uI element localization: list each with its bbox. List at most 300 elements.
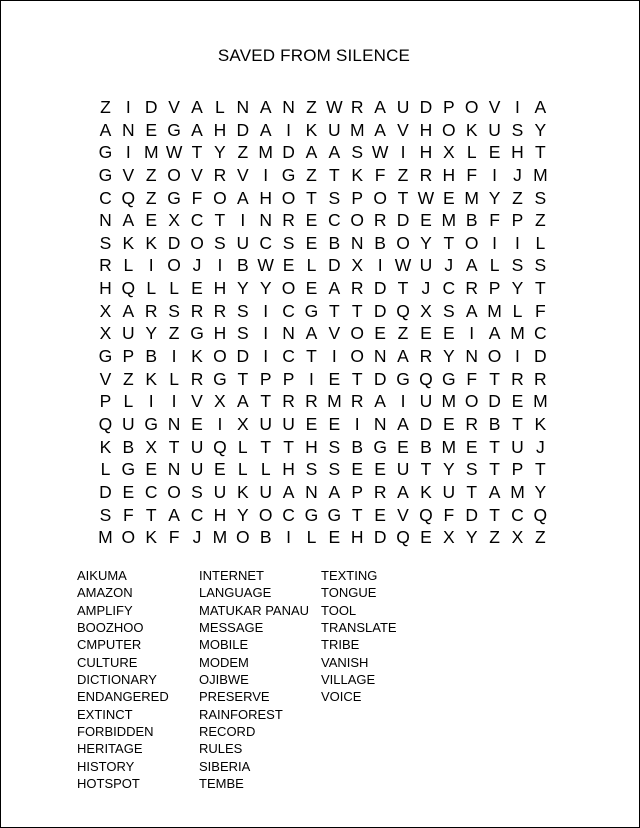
grid-letter: S [282,232,295,253]
grid-letter: L [535,232,546,253]
grid-letter: R [282,210,295,231]
grid-letter: Y [236,504,249,525]
grid-letter: Q [213,436,227,457]
grid-letter: A [488,323,501,344]
grid-letter: A [191,119,203,140]
grid-letter: A [191,97,203,117]
word-list-item: BOOZHOO [77,620,144,636]
grid-letter: H [419,119,433,140]
grid-letter: E [305,210,318,231]
grid-letter: T [443,232,455,253]
grid-letter: M [98,527,113,548]
grid-letter: M [258,142,273,163]
grid-letter: F [466,368,478,389]
grid-letter: T [351,300,363,321]
grid-letter: L [123,391,134,412]
grid-letter: C [282,346,295,367]
grid-letter: L [306,527,317,548]
grid-letter: U [282,413,295,434]
grid-letter: U [190,436,204,457]
grid-letter: Z [100,97,111,117]
grid-letter: E [214,459,226,480]
grid-letter: O [167,255,181,276]
grid-letter: D [99,481,112,502]
grid-letter: N [167,459,181,480]
grid-letter: Q [396,300,410,321]
grid-letter: M [487,300,502,321]
grid-letter: M [464,187,479,208]
grid-letter: V [168,97,180,117]
word-list-item: PRESERVE [199,689,270,705]
grid-letter: I [400,391,406,412]
grid-letter: A [397,413,409,434]
grid-letter: C [282,300,295,321]
grid-letter: N [167,413,181,434]
grid-letter: F [168,527,180,548]
grid-letter: A [465,300,478,321]
grid-letter: N [305,481,318,502]
grid-letter: S [534,255,547,276]
grid-letter: P [282,368,295,389]
grid-letter: E [511,391,524,412]
grid-letter: H [213,119,227,140]
grid-letter: R [99,255,112,276]
grid-letter: I [492,164,498,185]
grid-letter: E [328,413,341,434]
grid-letter: L [123,255,134,276]
grid-letter: G [281,164,296,185]
grid-letter: I [263,164,269,185]
grid-letter: D [144,97,158,117]
grid-letter: H [305,436,318,457]
grid-letter: V [99,368,112,389]
grid-letter: Z [306,164,317,185]
grid-letter: C [511,504,524,525]
grid-letter: I [171,346,177,367]
grid-letter: G [167,187,181,208]
word-list-item: TRIBE [321,637,360,653]
grid-letter: K [236,481,249,502]
grid-letter: T [489,436,500,457]
grid-letter: T [512,413,523,434]
grid-letter: X [214,391,226,412]
grid-letter: T [351,368,363,389]
grid-letter: J [535,436,545,457]
grid-letter: A [374,391,386,412]
grid-letter: X [99,300,112,321]
grid-letter: I [515,346,520,367]
grid-letter: O [213,187,227,208]
word-list-item: TOOL [321,602,357,618]
grid-letter: R [373,210,387,231]
word-list-item: HOTSPOT [77,776,140,792]
grid-letter: G [167,119,181,140]
grid-letter: M [441,210,457,231]
grid-letter: F [374,164,386,185]
grid-letter: C [259,232,272,253]
grid-letter: S [236,323,249,344]
grid-letter: E [442,323,455,344]
grid-letter: D [534,346,547,367]
grid-letter: J [421,278,431,299]
grid-letter: W [394,255,412,276]
grid-letter: I [309,368,314,389]
grid-letter: D [236,346,250,367]
word-list-item: HISTORY [77,758,135,774]
grid-letter: U [122,323,135,344]
grid-letter: O [350,323,365,344]
grid-letter: S [191,481,203,502]
grid-letter: D [167,232,181,253]
grid-letter: H [99,278,112,299]
grid-letter: T [260,436,272,457]
grid-letter: E [305,413,318,434]
grid-letter: O [487,346,502,367]
grid-letter: P [511,459,524,480]
grid-letter: R [465,413,479,434]
grid-letter: L [489,255,500,276]
grid-letter: O [350,210,365,231]
grid-letter: E [351,459,364,480]
word-list-item: RULES [199,741,243,757]
grid-letter: M [533,391,548,412]
grid-letter: B [145,346,158,367]
grid-letter: J [444,255,454,276]
grid-letter: E [420,210,432,231]
grid-letter: Y [534,481,547,502]
grid-letter: N [282,323,295,344]
letter-grid [94,96,552,549]
grid-letter: C [328,210,341,231]
grid-letter: E [145,459,158,480]
grid-letter: F [122,504,134,525]
grid-letter: B [328,232,341,253]
grid-letter: K [122,232,135,253]
grid-letter: T [168,436,180,457]
grid-letter: G [190,323,204,344]
grid-letter: I [217,255,223,276]
grid-letter: T [466,481,478,502]
grid-letter: Y [236,278,249,299]
grid-letter: E [397,436,409,457]
grid-letter: R [144,300,158,321]
grid-letter: T [237,368,249,389]
grid-letter: E [374,459,386,480]
grid-letter: N [236,97,250,117]
grid-letter: I [240,210,246,231]
grid-letter: O [281,278,296,299]
grid-letter: R [213,164,227,185]
grid-letter: C [99,187,112,208]
grid-letter: P [488,278,501,299]
grid-letter: L [512,300,523,321]
word-list-item: AMPLIFY [77,602,133,618]
grid-letter: V [191,164,203,185]
grid-letter: D [373,300,387,321]
grid-letter: A [305,323,318,344]
word-list-item: RECORD [199,724,256,740]
grid-letter: S [328,459,341,480]
grid-letter: I [469,323,475,344]
word-list-item: AIKUMA [77,568,127,583]
grid-letter: H [282,459,295,480]
grid-letter: X [420,300,432,321]
grid-letter: U [442,481,456,502]
grid-letter: R [213,300,227,321]
word-list-column-1 [77,567,169,792]
grid-letter: S [442,300,455,321]
grid-letter: S [351,142,364,163]
grid-letter: X [168,210,180,231]
grid-letter: M [510,481,525,502]
grid-letter: K [534,413,547,434]
grid-letter: I [125,142,131,163]
grid-letter: O [350,346,365,367]
grid-letter: Y [145,323,158,344]
grid-letter: E [420,527,432,548]
grid-letter: K [191,346,203,367]
grid-letter: S [236,300,249,321]
word-list-item: FORBIDDEN [77,724,154,740]
grid-letter: X [442,527,455,548]
grid-letter: Z [535,527,546,548]
grid-letter: S [328,187,341,208]
grid-letter: A [465,255,478,276]
grid-letter: D [419,413,433,434]
grid-letter: A [122,300,135,321]
grid-letter: O [258,504,273,525]
grid-letter: T [535,459,546,480]
grid-letter: W [371,142,389,163]
grid-letter: E [191,413,203,434]
grid-letter: H [442,164,456,185]
grid-letter: R [534,368,547,389]
grid-letter: Y [420,232,432,253]
grid-letter: A [328,278,341,299]
word-list-item: MOBILE [199,637,249,653]
grid-letter: A [488,481,501,502]
grid-letter: Z [512,187,523,208]
grid-letter: A [259,97,272,117]
grid-letter: I [492,232,498,253]
grid-letter: L [237,436,248,457]
grid-letter: G [144,413,159,434]
grid-letter: O [121,527,136,548]
grid-letter: I [148,255,154,276]
grid-letter: T [191,142,203,163]
grid-letter: A [236,391,249,412]
grid-letter: M [441,436,457,457]
grid-letter: H [213,504,227,525]
grid-letter: V [236,164,249,185]
grid-letter: C [190,210,204,231]
grid-letter: A [168,504,180,525]
grid-letter: U [190,459,204,480]
grid-letter: Z [306,97,317,117]
grid-letter: M [510,323,525,344]
grid-letter: T [489,459,500,480]
word-list-item: LANGUAGE [199,585,272,601]
word-list-item: MODEM [199,654,249,670]
grid-letter: E [465,436,478,457]
grid-letter: G [98,164,113,185]
word-list-item: VILLAGE [321,672,376,688]
grid-letter: A [99,119,112,140]
grid-letter: L [215,97,225,117]
grid-letter: G [396,368,410,389]
grid-letter: U [259,481,272,502]
grid-letter: A [374,119,386,140]
grid-letter: N [259,210,272,231]
grid-letter: H [259,187,272,208]
grid-letter: D [373,368,387,389]
grid-letter: W [417,187,435,208]
grid-letter: S [465,459,478,480]
grid-letter: P [351,187,364,208]
grid-letter: E [488,142,501,163]
grid-letter: O [213,346,227,367]
grid-letter: O [281,187,296,208]
word-list-item: TEXTING [321,568,378,583]
grid-letter: R [511,368,524,389]
grid-letter: T [260,391,272,412]
grid-letter: I [263,300,269,321]
grid-letter: Z [237,142,249,163]
grid-letter: T [306,187,317,208]
grid-letter: U [396,459,410,480]
grid-letter: Z [397,164,409,185]
grid-letter: C [190,504,204,525]
grid-letter: T [397,187,409,208]
grid-letter: D [419,97,433,117]
grid-letter: W [326,97,343,117]
grid-letter: B [488,413,501,434]
grid-letter: V [397,504,409,525]
grid-letter: S [511,255,524,276]
grid-letter: P [99,391,112,412]
grid-letter: E [328,527,341,548]
grid-letter: K [305,119,318,140]
grid-letter: D [373,278,387,299]
word-list-item: MESSAGE [199,620,264,636]
grid-letter: P [122,346,135,367]
grid-letter: B [351,436,364,457]
grid-letter: T [145,504,157,525]
grid-letter: G [304,300,319,321]
grid-letter: R [373,481,387,502]
grid-letter: F [466,164,478,185]
grid-letter: I [354,413,360,434]
grid-letter: M [212,527,228,548]
grid-letter: G [98,346,113,367]
word-list-item: SIBERIA [199,758,251,774]
grid-letter: V [122,164,135,185]
grid-letter: E [442,413,455,434]
grid-letter: U [419,255,433,276]
grid-letter: O [167,164,181,185]
grid-letter: Z [145,164,157,185]
grid-letter: U [236,232,250,253]
grid-letter: N [99,210,112,231]
grid-letter: I [263,346,269,367]
grid-letter: Q [121,187,136,208]
grid-letter: U [488,119,501,140]
grid-letter: D [465,504,479,525]
grid-letter: A [282,481,295,502]
grid-letter: N [122,119,135,140]
word-list-item: DICTIONARY [77,672,157,688]
grid-letter: S [328,436,341,457]
grid-letter: R [419,164,433,185]
page-title: SAVED FROM SILENCE [217,46,411,65]
grid-letter: I [171,391,177,412]
grid-letter: E [305,232,318,253]
grid-letter: B [374,232,386,253]
word-list-item: ENDANGERED [77,689,169,705]
grid-letter: L [466,142,477,163]
grid-letter: K [351,164,364,185]
word-list-item: VOICE [321,689,362,705]
grid-letter: S [214,232,226,253]
grid-letter: G [213,368,227,389]
grid-letter: V [488,97,501,117]
word-list-item: OJIBWE [199,672,249,688]
grid-letter: Y [442,459,455,480]
grid-letter: V [397,119,409,140]
grid-letter: O [464,97,479,117]
grid-letter: T [283,436,294,457]
grid-letter: A [397,346,409,367]
grid-letter: N [373,413,387,434]
grid-letter: P [259,368,272,389]
grid-letter: I [286,527,291,548]
grid-letter: U [259,413,272,434]
grid-letter: H [213,278,227,299]
grid-letter: J [192,527,202,548]
grid-letter: E [420,323,432,344]
grid-letter: G [98,142,113,163]
grid-letter: A [328,481,341,502]
grid-letter: Y [259,278,272,299]
grid-letter: T [420,459,432,480]
grid-letter: A [122,210,135,231]
word-list-item: CULTURE [77,654,138,670]
grid-letter: I [515,97,520,117]
grid-letter: N [282,97,295,117]
grid-letter: T [535,142,546,163]
grid-letter: P [511,210,524,231]
grid-letter: H [511,142,524,163]
grid-letter: T [535,278,546,299]
grid-letter: O [235,527,250,548]
grid-letter: H [350,527,364,548]
grid-letter: A [259,119,272,140]
word-list-item: MATUKAR PANAU [199,602,310,618]
grid-letter: L [237,459,248,480]
grid-letter: E [305,278,318,299]
grid-letter: O [190,232,204,253]
grid-letter: Y [511,278,524,299]
grid-letter: O [464,391,479,412]
grid-letter: I [400,142,406,163]
grid-letter: N [465,346,479,367]
grid-letter: Q [419,368,433,389]
grid-letter: Z [397,323,409,344]
word-list-item: RAINFOREST [199,706,283,722]
grid-letter: B [259,527,272,548]
grid-letter: L [306,255,317,276]
grid-letter: S [99,504,112,525]
